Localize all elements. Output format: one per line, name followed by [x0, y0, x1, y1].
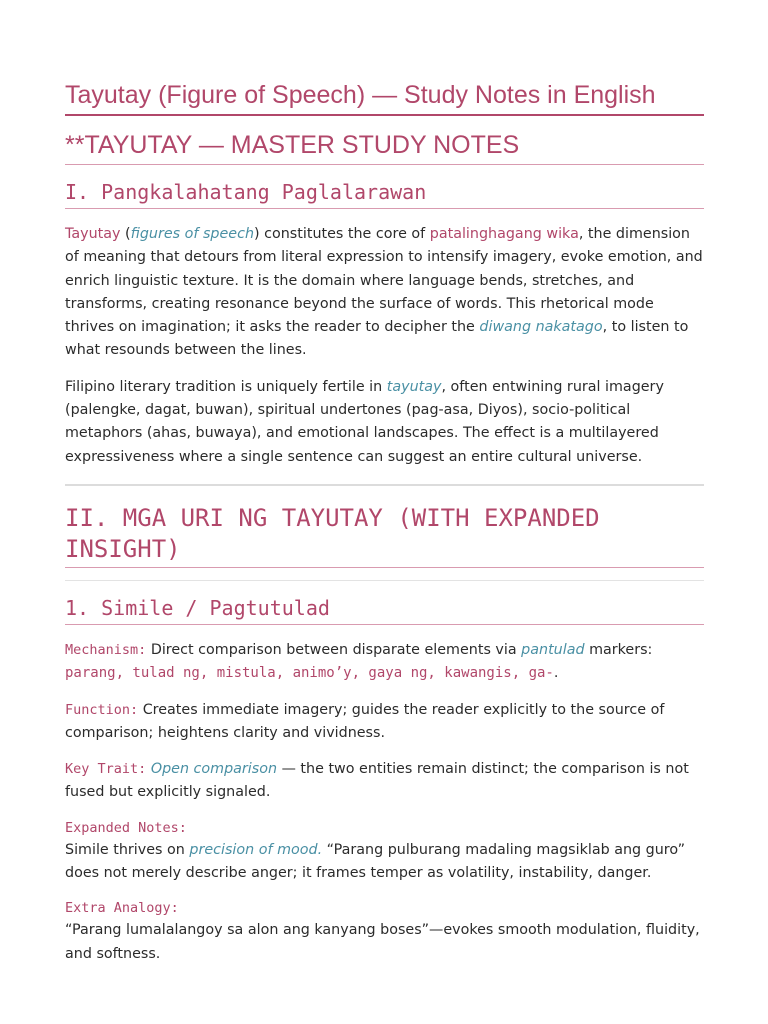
keyword-tayutay: Tayutay: [65, 226, 121, 242]
term-diwang-nakatago: diwang nakatago: [479, 319, 603, 336]
text-fragment: markers:: [584, 641, 653, 658]
text-fragment: , the dimension of meaning that detours from literal expression to intensify imagery, evoke emotion, and enrich linguistic texture. It is the domain where language bends, stretches, and transforms, creating resonance beyond the surface of words. This rhetorical mode thrives on imagination; it asks the reader to decipher the: [65, 226, 703, 336]
expanded-notes-paragraph: [65, 839, 704, 886]
label-extra-analogy: Extra Analogy:: [65, 900, 179, 917]
text-fragment: (: [120, 226, 131, 242]
term-tayutay: tayutay: [386, 378, 442, 395]
extra-analogy-block: [65, 897, 704, 966]
term-pantulad: pantulad: [521, 641, 585, 658]
term-open-comparison: Open comparison: [150, 761, 278, 778]
label-expanded-notes: Expanded Notes:: [65, 819, 187, 836]
text-fragment: “Parang pulburang madaling magsiklab ang guro” does not merely describe anger; it frames temper as volatility, instability, danger.: [65, 841, 686, 882]
section-divider: [65, 484, 704, 486]
text-fragment: Direct comparison between disparate elements via: [146, 641, 522, 658]
text-fragment: ) constitutes the core of: [254, 226, 430, 242]
master-heading: **TAYUTAY — MASTER STUDY NOTES: [65, 129, 704, 165]
label-mechanism: Mechanism:: [65, 641, 147, 658]
function-paragraph: [65, 699, 704, 746]
section-divider-thin: [65, 580, 704, 581]
text-fragment: Simile thrives on: [65, 841, 190, 858]
mechanism-paragraph: [65, 639, 704, 686]
subsection-heading-simile: 1. Simile / Pagtutulad: [65, 594, 704, 625]
expanded-notes-block: [65, 817, 704, 886]
key-trait-paragraph: [65, 758, 704, 805]
label-function: Function:: [65, 701, 139, 718]
intro-paragraph: [65, 223, 704, 363]
text-fragment: — the two entities remain distinct; the comparison is not fused but explicitly signaled.: [65, 761, 689, 801]
keyword-patalinghagang-wika: patalinghagang wika: [429, 226, 579, 242]
term-figures-of-speech: figures of speech: [130, 226, 255, 242]
section-heading-types: II. MGA URI NG TAYUTAY (WITH EXPANDED INSIGHT): [65, 503, 704, 568]
text-fragment: , to listen to what resounds between the lines.: [65, 319, 689, 359]
section-heading-general-description: I. Pangkalahatang Paglalarawan: [65, 178, 704, 209]
text-fragment: Filipino literary tradition is uniquely fertile in: [65, 378, 387, 395]
document-title: Tayutay (Figure of Speech) — Study Notes in English: [65, 78, 704, 116]
tradition-paragraph: [65, 376, 704, 469]
text-fragment: , often entwining rural imagery (palengke, dagat, buwan), spiritual undertones (pag-asa, Diyos), socio-political metaphors (ahas, buwaya), and emotional landscapes. The effect is a multilayered expressiveness where a single sentence can suggest an entire cultural universe.: [65, 378, 664, 465]
label-key-trait: Key Trait:: [65, 761, 147, 778]
text-fragment: .: [553, 665, 559, 682]
text-fragment: Creates immediate imagery; guides the reader explicitly to the source of comparison; heightens clarity and vividness.: [65, 701, 665, 741]
extra-analogy-paragraph: “Parang lumalalangoy sa alon ang kanyang boses”—evokes smooth modulation, fluidity, and softness.: [65, 922, 700, 962]
term-precision-of-mood: precision of mood.: [189, 841, 323, 858]
simile-markers: parang, tulad ng, mistula, animo’y, gaya ng, kawangis, ga-: [65, 665, 554, 682]
